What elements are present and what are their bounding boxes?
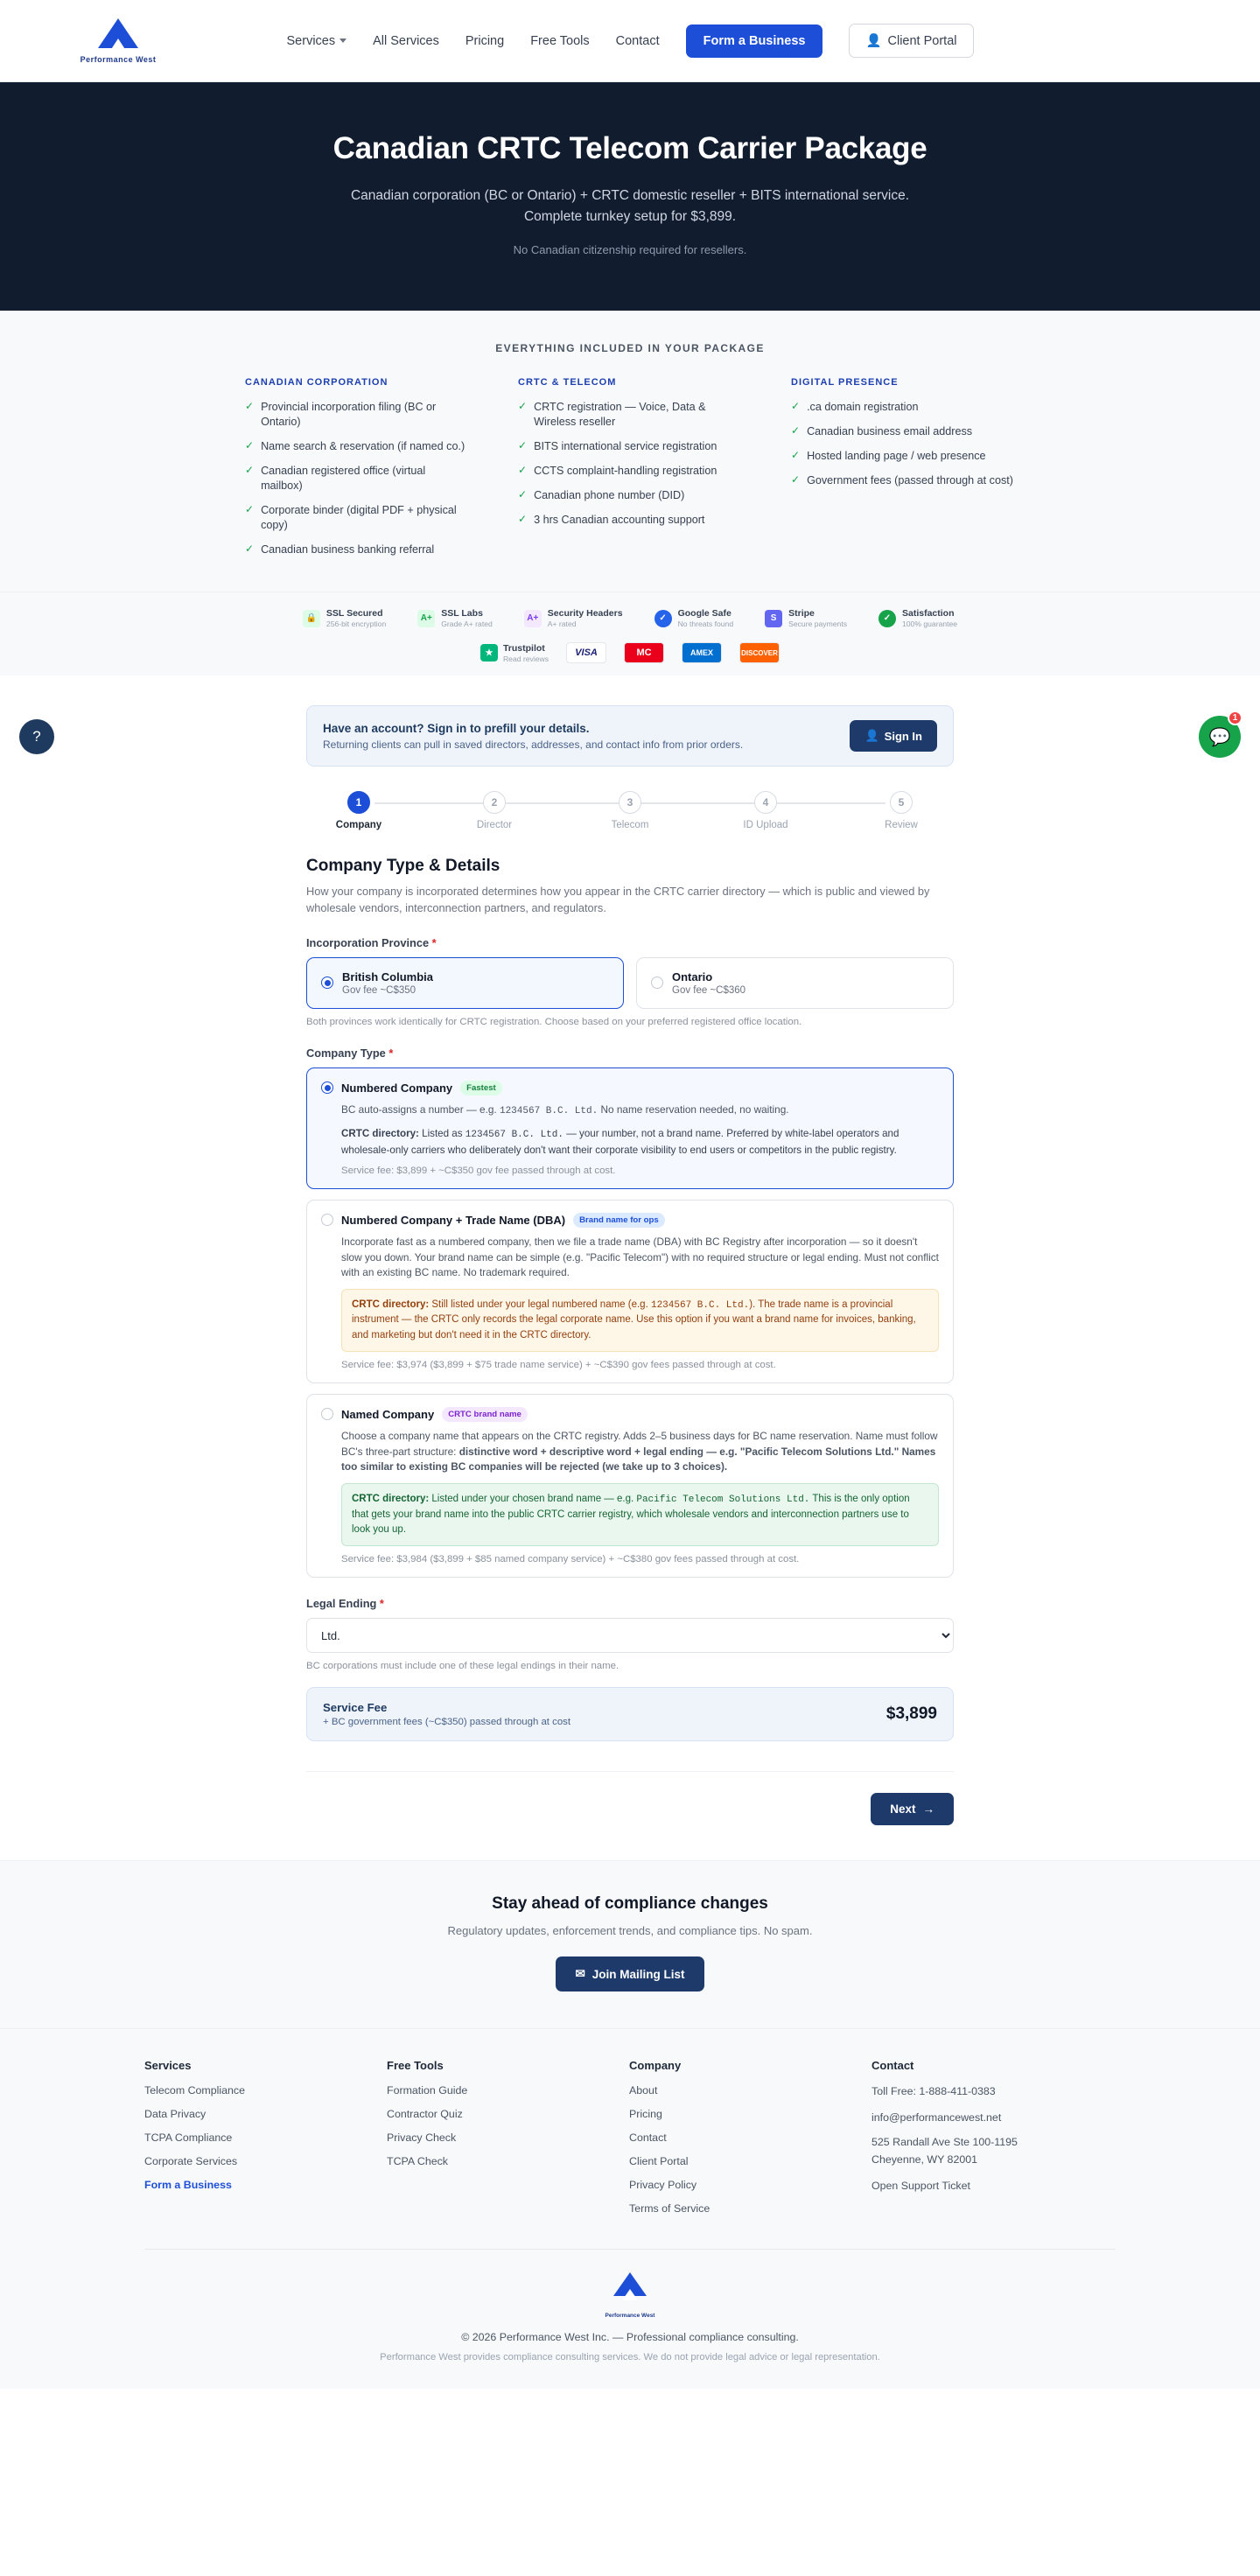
question-mark-icon: ? <box>32 728 41 745</box>
service-fee-summary <box>306 1687 954 1741</box>
arrow-right-icon: → <box>922 1802 934 1816</box>
footer-address-line1: 525 Randall Ave Ste 100-1195 <box>872 2136 1018 2149</box>
google-safe-icon: ✓ <box>654 610 672 627</box>
feature-label: Canadian business banking referral <box>261 543 435 556</box>
service-fee-title: Service Fee <box>323 1701 388 1715</box>
step-number: 4 <box>754 791 777 814</box>
feature-label: Provincial incorporation filing (BC or Ontario) <box>261 401 437 429</box>
step-director[interactable] <box>442 791 547 830</box>
form-actions <box>306 1771 954 1825</box>
feature-item <box>518 464 742 479</box>
badge-sub: 256-bit encryption <box>326 620 387 629</box>
radio-icon[interactable] <box>651 976 663 989</box>
province-options <box>306 957 954 1009</box>
legal-ending-label-text: Legal Ending <box>306 1597 377 1611</box>
step-number: 3 <box>619 791 641 814</box>
footer-link[interactable]: TCPA Compliance <box>144 2132 233 2145</box>
help-button[interactable] <box>19 719 54 754</box>
feature-item <box>518 488 742 503</box>
footer-logo-text: Performance West <box>605 2313 655 2320</box>
trust-badge <box>878 608 957 628</box>
feature-item <box>518 400 742 430</box>
note-post: This is the only option that gets your brand name into the public CRTC carrier registry, which wholesale vendors and interconnection partners use to look you up. <box>352 1494 910 1535</box>
company-type-name: Named Company <box>341 1407 435 1421</box>
step-company[interactable] <box>306 791 411 830</box>
feature-label: Name search & reservation (if named co.) <box>261 440 466 453</box>
footer-link[interactable]: Pricing <box>629 2108 662 2121</box>
company-type-description <box>341 1102 939 1119</box>
includes-column-corporation <box>245 377 469 567</box>
feature-item <box>791 473 1015 488</box>
envelope-icon: ✉ <box>575 1967 585 1981</box>
sign-in-label: Sign In <box>884 729 922 743</box>
footer-link[interactable]: Terms of Service <box>629 2202 710 2216</box>
chat-bubble-icon: 💬 <box>1208 727 1231 747</box>
note-label: CRTC directory: <box>341 1128 419 1140</box>
footer-link[interactable]: Formation Guide <box>387 2084 468 2097</box>
satisfaction-icon: ✓ <box>878 610 896 627</box>
footer-link[interactable]: Contact <box>629 2132 667 2145</box>
step-number: 5 <box>890 791 913 814</box>
feature-label: Government fees (passed through at cost) <box>807 474 1013 487</box>
footer-column-company <box>629 2059 872 2226</box>
stripe-icon: S <box>765 610 782 627</box>
footer-phone: Toll Free: 1-888-411-0383 <box>872 2085 996 2098</box>
badge-sub: Secure payments <box>788 620 847 629</box>
trustpilot-label: Trustpilot <box>502 642 545 654</box>
check-icon: ✓ <box>791 473 801 486</box>
radio-icon[interactable] <box>321 976 333 989</box>
company-type-description: Incorporate fast as a numbered company, then we file a trade name (DBA) with BC Registry after incorporation — so it doesn't slow you down. Your brand name can be simple (e.g. "Pacific Telecom") with no required structure or legal ending. Must not conflict with an existing BC name. No trademark required. <box>341 1235 939 1279</box>
province-option-bc[interactable] <box>306 957 624 1009</box>
note-post: ). The trade name is a provincial instrument — the CRTC only records the legal corporate name. Use this option if you want a brand name for invoices, banking, and marketing but don't need it in the CRTC directory. <box>352 1298 916 1340</box>
check-icon: ✓ <box>791 424 801 438</box>
feature-label: Canadian business email address <box>807 425 973 438</box>
form-a-business-button[interactable]: Form a Business <box>686 24 823 58</box>
includes-columns <box>0 377 1260 567</box>
check-icon: ✓ <box>518 488 528 501</box>
required-marker: * <box>379 1597 384 1611</box>
order-form-section <box>0 676 1260 1860</box>
desc-pre: BC auto-assigns a number — e.g. <box>341 1102 500 1116</box>
feature-label: BITS international service registration <box>534 440 718 453</box>
footer-copyright: © 2026 Performance West Inc. — Professional compliance consulting. <box>461 2331 799 2344</box>
site-logo[interactable] <box>52 18 184 64</box>
includes-heading: EVERYTHING INCLUDED IN YOUR PACKAGE <box>495 342 765 355</box>
footer-column-contact <box>872 2059 1114 2226</box>
check-icon: ✓ <box>518 400 528 413</box>
company-type-description <box>341 1429 939 1475</box>
footer-column-title: Company <box>629 2059 682 2073</box>
trust-badge <box>524 608 623 628</box>
form-title: Company Type & Details <box>306 857 500 876</box>
signin-title: Have an account? Sign in to prefill your details. <box>323 721 590 735</box>
nav-item-contact[interactable]: Contact <box>615 33 660 48</box>
page-title: Canadian CRTC Telecom Carrier Package <box>332 131 928 165</box>
crtc-directory-note <box>341 1289 939 1352</box>
join-mailing-list-label: Join Mailing List <box>592 1967 685 1981</box>
chat-unread-badge: 1 <box>1228 710 1242 725</box>
check-icon: ✓ <box>791 400 801 413</box>
hero-section <box>0 82 1260 311</box>
newsletter-title: Stay ahead of compliance changes <box>492 1894 768 1914</box>
step-label: Telecom <box>611 820 649 831</box>
feature-item <box>245 464 469 494</box>
legal-ending-helper-text: BC corporations must include one of these legal endings in their name. <box>306 1661 620 1672</box>
step-number: 1 <box>347 791 370 814</box>
footer-link[interactable]: Privacy Check <box>387 2132 457 2145</box>
trust-badge <box>417 608 493 628</box>
footer-link[interactable]: Contractor Quiz <box>387 2108 463 2121</box>
badge-sub: A+ rated <box>547 620 577 629</box>
footer-support-link[interactable]: Open Support Ticket <box>872 2180 970 2192</box>
badge-title: Security Headers <box>547 608 623 620</box>
feature-item <box>245 542 469 557</box>
logo-text: Performance West <box>80 54 157 64</box>
includes-column-digital <box>791 377 1015 567</box>
feature-label: CRTC registration — Voice, Data & Wireless reseller <box>534 401 706 429</box>
column-title: CANADIAN CORPORATION <box>245 377 388 388</box>
client-portal-label: Client Portal <box>887 33 957 48</box>
visa-icon: VISA <box>566 642 606 663</box>
step-telecom[interactable] <box>578 791 682 830</box>
note-post: — your number, not a brand name. Preferred by white-label operators and wholesale-only carriers who deliberately don't want their corporate visibility to end users or competitors in the public registry. <box>341 1128 900 1156</box>
site-header <box>0 0 1260 82</box>
footer-column-title: Services <box>144 2059 192 2073</box>
signin-subtitle: Returning clients can pull in saved directors, addresses, and contact info from prior orders. <box>323 738 744 751</box>
footer-email[interactable]: info@performancewest.net <box>872 2111 1002 2124</box>
nav-item-all-services[interactable]: All Services <box>373 33 439 48</box>
footer-link[interactable]: About <box>629 2084 658 2097</box>
discover-icon: DISCOVER <box>739 642 780 663</box>
nav-item-pricing[interactable]: Pricing <box>465 33 505 48</box>
payment-logos-row <box>0 642 1260 663</box>
hero-note: No Canadian citizenship required for resellers. <box>513 243 747 257</box>
feature-label: 3 hrs Canadian accounting support <box>534 514 705 527</box>
step-label: Director <box>476 820 513 831</box>
legal-ending-select[interactable] <box>306 1618 954 1653</box>
company-type-option-numbered[interactable] <box>306 1068 954 1189</box>
badge-sub: Grade A+ rated <box>441 620 493 629</box>
service-fee-subtitle: + BC government fees (~C$350) passed through at cost <box>323 1717 571 1728</box>
security-headers-icon: A+ <box>524 610 542 627</box>
badge-title: SSL Secured <box>326 608 383 620</box>
note-label: CRTC directory: <box>352 1298 430 1310</box>
province-option-on[interactable] <box>636 957 954 1009</box>
badge-title: Google Safe <box>677 608 732 620</box>
note-label: CRTC directory: <box>352 1494 430 1505</box>
province-name: Ontario <box>672 970 713 984</box>
feature-label: CCTS complaint-handling registration <box>534 465 718 478</box>
newsletter-subtitle: Regulatory updates, enforcement trends, and compliance tips. No spam. <box>447 1924 813 1938</box>
trust-badges-section <box>0 592 1260 676</box>
badge-crtc-brand: CRTC brand name <box>442 1407 528 1422</box>
radio-icon[interactable] <box>321 1214 333 1226</box>
province-fee: Gov fee ~C$360 <box>672 984 746 996</box>
desc-post: distinctive word + descriptive word + legal ending — e.g. "Pacific Telecom Solutions Ltd." Names too similar to existing BC companies will be rejected (we take up to 3 choices). <box>341 1445 936 1474</box>
note-mono: 1234567 B.C. Ltd. <box>650 1299 750 1311</box>
column-title: DIGITAL PRESENCE <box>791 377 899 388</box>
join-mailing-list-button[interactable] <box>556 1956 704 1992</box>
feature-label: Canadian registered office (virtual mailbox) <box>261 465 426 493</box>
next-button[interactable] <box>871 1793 954 1825</box>
required-marker: * <box>431 935 437 949</box>
radio-icon[interactable] <box>321 1408 333 1420</box>
radio-icon[interactable] <box>321 1082 333 1094</box>
trust-badge <box>765 608 847 628</box>
trust-badge-row <box>0 608 1260 628</box>
feature-item <box>245 400 469 430</box>
crtc-directory-note <box>341 1483 939 1546</box>
footer-link[interactable]: Telecom Compliance <box>144 2084 246 2097</box>
user-icon: 👤 <box>865 34 882 48</box>
company-type-option-named[interactable] <box>306 1394 954 1578</box>
footer-address-line2: Cheyenne, WY 82001 <box>872 2153 978 2166</box>
check-icon: ✓ <box>245 542 255 556</box>
badge-title: Satisfaction <box>902 608 955 620</box>
legal-ending-field-label <box>306 1597 954 1610</box>
badge-sub: No threats found <box>677 620 734 629</box>
footer-disclaimer: Performance West provides compliance consulting services. We do not provide legal advice or legal representation. <box>380 2352 880 2363</box>
note-pre: Still listed under your legal numbered name (e.g. <box>429 1298 651 1310</box>
client-portal-button[interactable] <box>849 24 973 58</box>
province-field-label <box>306 936 954 949</box>
step-label: Review <box>885 820 918 831</box>
feature-item <box>518 439 742 454</box>
package-includes-section <box>0 311 1260 592</box>
footer-link[interactable]: TCPA Check <box>387 2155 449 2168</box>
trust-badge <box>303 608 386 628</box>
star-icon: ★ <box>480 644 498 662</box>
feature-label: Corporate binder (digital PDF + physical copy) <box>261 504 457 532</box>
check-icon: ✓ <box>518 464 528 477</box>
progress-stepper <box>306 791 954 830</box>
check-icon: ✓ <box>518 439 528 452</box>
logo-icon <box>98 18 138 53</box>
feature-item <box>245 439 469 454</box>
check-icon: ✓ <box>518 513 528 526</box>
footer-column-title: Free Tools <box>387 2059 444 2073</box>
badge-title: Stripe <box>788 608 815 620</box>
badge-brand-name: Brand name for ops <box>573 1213 665 1228</box>
nav-item-services[interactable] <box>287 34 347 48</box>
note-pre: Listed under your chosen brand name — e.g. <box>429 1494 637 1505</box>
step-id-upload[interactable] <box>713 791 818 830</box>
feature-item <box>245 503 469 533</box>
note-pre: Listed as <box>418 1128 466 1140</box>
trustpilot-badge[interactable] <box>480 643 549 663</box>
desc-mono: 1234567 B.C. Ltd. <box>499 1105 598 1116</box>
form-subtitle: How your company is incorporated determines how you appear in the CRTC carrier directory — which is public and viewed by wholesale vendors, interconnection partners, and regulators. <box>306 885 930 915</box>
includes-column-telecom <box>518 377 742 567</box>
check-icon: ✓ <box>245 464 255 477</box>
footer-link[interactable]: Data Privacy <box>144 2108 206 2121</box>
check-icon: ✓ <box>245 400 255 413</box>
footer-link[interactable]: Client Portal <box>629 2155 689 2168</box>
amex-icon: AMEX <box>682 642 722 663</box>
badge-fastest: Fastest <box>460 1081 502 1096</box>
province-fee: Gov fee ~C$350 <box>342 984 416 996</box>
feature-item <box>518 513 742 528</box>
step-review[interactable] <box>849 791 954 830</box>
province-label-text: Incorporation Province <box>306 935 430 949</box>
nav-label: Services <box>286 33 336 48</box>
step-label: Company <box>335 820 382 831</box>
lock-icon: 🔒 <box>303 610 320 627</box>
feature-label: .ca domain registration <box>807 401 919 414</box>
feature-label: Canadian phone number (DID) <box>534 489 685 502</box>
feature-item <box>791 424 1015 439</box>
service-fee-amount: $3,899 <box>886 1704 937 1724</box>
next-label: Next <box>890 1802 916 1816</box>
step-label: ID Upload <box>743 820 788 831</box>
ssl-labs-icon: A+ <box>417 610 435 627</box>
newsletter-section <box>0 1860 1260 2028</box>
company-type-field-label <box>306 1046 954 1060</box>
trust-badge <box>654 608 734 628</box>
feature-label: Hosted landing page / web presence <box>807 450 986 463</box>
chevron-down-icon <box>340 38 346 43</box>
footer-column-title: Contact <box>872 2059 914 2073</box>
footer-logo-icon <box>613 2272 647 2300</box>
check-icon: ✓ <box>245 503 255 516</box>
feature-item <box>791 449 1015 464</box>
user-icon: 👤 <box>864 729 879 743</box>
note-mono: Pacific Telecom Solutions Ltd. <box>636 1494 810 1506</box>
required-marker: * <box>388 1046 394 1060</box>
signin-prompt <box>306 705 954 766</box>
nav-item-free-tools[interactable]: Free Tools <box>530 33 590 48</box>
mastercard-icon: MC <box>624 642 664 663</box>
trustpilot-sub: Read reviews <box>502 654 550 663</box>
footer-column-free-tools <box>387 2059 629 2226</box>
note-mono: 1234567 B.C. Ltd. <box>465 1130 564 1141</box>
sign-in-button[interactable] <box>850 720 937 752</box>
step-number: 2 <box>483 791 506 814</box>
footer-link[interactable]: Privacy Policy <box>629 2179 697 2192</box>
company-type-name: Numbered Company + Trade Name (DBA) <box>341 1213 566 1227</box>
company-type-fee: Service fee: $3,974 ($3,899 + $75 trade name service) + ~C$390 gov fees passed through at cost. <box>341 1359 776 1370</box>
company-type-name: Numbered Company <box>341 1081 453 1095</box>
province-name: British Columbia <box>342 970 434 984</box>
crtc-directory-note <box>341 1126 939 1158</box>
check-icon: ✓ <box>791 449 801 462</box>
company-type-label-text: Company Type <box>306 1046 386 1060</box>
desc-post: No name reservation needed, no waiting. <box>598 1102 789 1116</box>
check-icon: ✓ <box>245 439 255 452</box>
footer-bottom <box>144 2249 1116 2389</box>
footer-link[interactable]: Corporate Services <box>144 2155 238 2168</box>
footer-link-form-a-business[interactable]: Form a Business <box>144 2179 232 2192</box>
desc-pre: Choose a company name that appears on the CRTC registry. Adds 2–5 business days for BC name reservation. Name must follow BC's three-part structure: <box>341 1429 938 1458</box>
badge-sub: 100% guarantee <box>902 620 958 629</box>
main-nav <box>184 24 1076 58</box>
province-helper-text: Both provinces work identically for CRTC registration. Choose based on your preferred registered office location. <box>306 1016 802 1027</box>
company-type-fee: Service fee: $3,899 + ~C$350 gov fee passed through at cost. <box>341 1165 616 1176</box>
company-type-option-dba[interactable] <box>306 1200 954 1383</box>
column-title: CRTC & TELECOM <box>518 377 617 388</box>
feature-item <box>791 400 1015 415</box>
company-type-fee: Service fee: $3,984 ($3,899 + $85 named company service) + ~C$380 gov fees passed through at cost. <box>341 1554 800 1565</box>
site-footer <box>0 2028 1260 2389</box>
footer-column-services <box>144 2059 387 2226</box>
hero-subtitle: Canadian corporation (BC or Ontario) + CRTC domestic reseller + BITS international service. Complete turnkey setup for $3,899. <box>350 188 910 225</box>
badge-title: SSL Labs <box>441 608 483 620</box>
